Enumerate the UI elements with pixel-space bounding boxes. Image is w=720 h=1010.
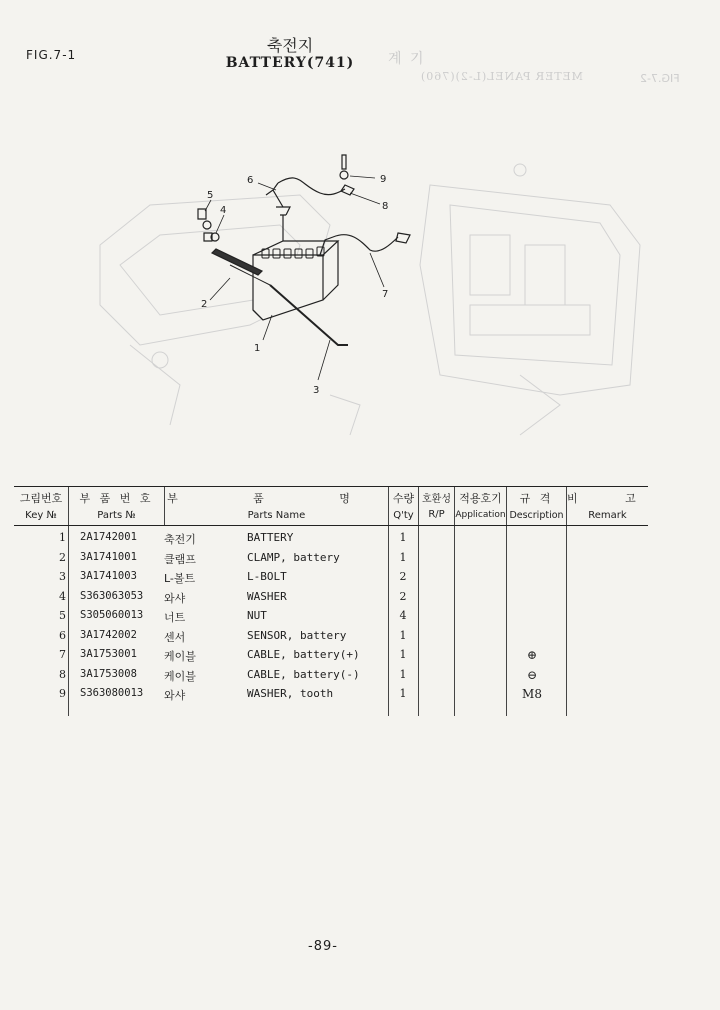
row-key: 6 bbox=[59, 628, 66, 642]
row-qty: 2 bbox=[399, 589, 407, 603]
header-remark: 비 고 Remark bbox=[566, 487, 648, 525]
parts-table bbox=[14, 486, 658, 716]
row-name-ko: L-볼트 bbox=[164, 572, 196, 585]
row-name-ko: 클램프 bbox=[164, 552, 196, 566]
header-parts-name: 부 품 명 Parts Name bbox=[164, 487, 388, 525]
title-english: BATTERY(741) bbox=[225, 55, 355, 71]
row-name-ko: 와샤 bbox=[164, 591, 186, 605]
row-name-en: BATTERY bbox=[247, 531, 294, 544]
row-name-ko: 케이블 bbox=[164, 650, 196, 663]
figure-label: FIG.7-1 bbox=[26, 48, 77, 62]
row-qty: 4 bbox=[399, 609, 407, 622]
row-description: ⊖ bbox=[526, 667, 538, 682]
row-key: 1 bbox=[59, 531, 66, 544]
row-qty: 1 bbox=[399, 531, 407, 544]
title-korean: 축전지 bbox=[266, 36, 314, 55]
row-qty: 2 bbox=[399, 570, 407, 583]
header-rp: 호환성 R/P bbox=[418, 487, 454, 525]
row-qty: 1 bbox=[399, 628, 407, 642]
table-row bbox=[14, 529, 648, 548]
bleed-through-subtitle: METER PANEL(L-2)(760) bbox=[420, 70, 583, 83]
row-name-en: CABLE, battery(+) bbox=[247, 648, 360, 661]
table-row bbox=[14, 588, 648, 607]
header-application: 적용호기 Application bbox=[454, 487, 506, 525]
row-key: 2 bbox=[59, 550, 66, 564]
callout-3: 3 bbox=[313, 385, 320, 396]
header-qty: 수량 Q'ty bbox=[388, 487, 418, 525]
bleed-through-drawing bbox=[100, 164, 640, 435]
row-qty: 1 bbox=[399, 648, 407, 661]
row-key: 3 bbox=[59, 570, 66, 583]
callout-9: 9 bbox=[380, 174, 387, 185]
row-key: 8 bbox=[59, 667, 66, 681]
row-name-en: CLAMP, battery bbox=[247, 550, 340, 564]
battery-drawing bbox=[198, 155, 410, 345]
row-part-no: S363063053 bbox=[80, 589, 144, 602]
table-row bbox=[14, 685, 648, 704]
row-part-no: 3A1742002 bbox=[80, 628, 137, 641]
header-description: 규 격 Description bbox=[506, 487, 566, 525]
row-key: 4 bbox=[59, 589, 66, 603]
row-qty: 1 bbox=[399, 687, 407, 700]
row-key: 5 bbox=[59, 609, 66, 622]
exploded-parts-diagram bbox=[0, 145, 720, 465]
row-name-en: WASHER bbox=[247, 589, 287, 603]
page-number: -89- bbox=[308, 939, 338, 954]
table-header bbox=[14, 486, 658, 526]
row-key: 7 bbox=[59, 648, 66, 661]
row-name-ko: 와샤 bbox=[164, 689, 186, 702]
row-part-no: 2A1742001 bbox=[80, 531, 137, 543]
table-row bbox=[14, 666, 648, 685]
row-qty: 1 bbox=[399, 550, 407, 564]
row-name-en: SENSOR, battery bbox=[247, 628, 347, 642]
row-part-no: S363080013 bbox=[80, 687, 144, 699]
callout-7: 7 bbox=[382, 289, 389, 300]
row-name-en: NUT bbox=[247, 609, 267, 622]
table-row bbox=[14, 646, 648, 665]
row-part-no: 3A1753001 bbox=[80, 648, 137, 660]
table-row bbox=[14, 607, 648, 626]
callout-1: 1 bbox=[254, 343, 261, 354]
row-name-en: CABLE, battery(-) bbox=[247, 667, 360, 681]
row-name-ko: 센서 bbox=[164, 630, 186, 644]
row-qty: 1 bbox=[399, 667, 407, 681]
table-row bbox=[14, 627, 648, 646]
row-key: 9 bbox=[59, 687, 66, 700]
row-part-no: 3A1753008 bbox=[80, 667, 137, 680]
callout-5: 5 bbox=[207, 190, 214, 201]
callout-4: 4 bbox=[220, 205, 227, 216]
table-row bbox=[14, 568, 648, 587]
header-key: 그림번호 Key № bbox=[19, 492, 63, 521]
table-row bbox=[14, 549, 648, 568]
row-name-ko: 축전기 bbox=[164, 533, 196, 546]
row-description: M8 bbox=[522, 687, 542, 701]
row-name-en: L-BOLT bbox=[247, 570, 287, 583]
header-parts-no: 부 품 번 호 Parts № bbox=[68, 487, 164, 525]
row-part-no: S305060013 bbox=[80, 609, 144, 621]
row-description: ⊕ bbox=[526, 648, 538, 662]
row-part-no: 3A1741001 bbox=[80, 550, 137, 563]
callout-6: 6 bbox=[247, 175, 254, 186]
callout-2: 2 bbox=[201, 299, 208, 310]
row-part-no: 3A1741003 bbox=[80, 570, 137, 582]
bleed-through-title: 계 기 bbox=[388, 51, 426, 67]
bleed-through-figure-label: FIG.7-2 bbox=[640, 72, 680, 85]
table-body bbox=[14, 526, 648, 716]
row-name-ko: 케이블 bbox=[164, 669, 196, 683]
callout-8: 8 bbox=[382, 201, 389, 212]
row-name-ko: 너트 bbox=[164, 611, 186, 624]
row-name-en: WASHER, tooth bbox=[247, 687, 334, 700]
